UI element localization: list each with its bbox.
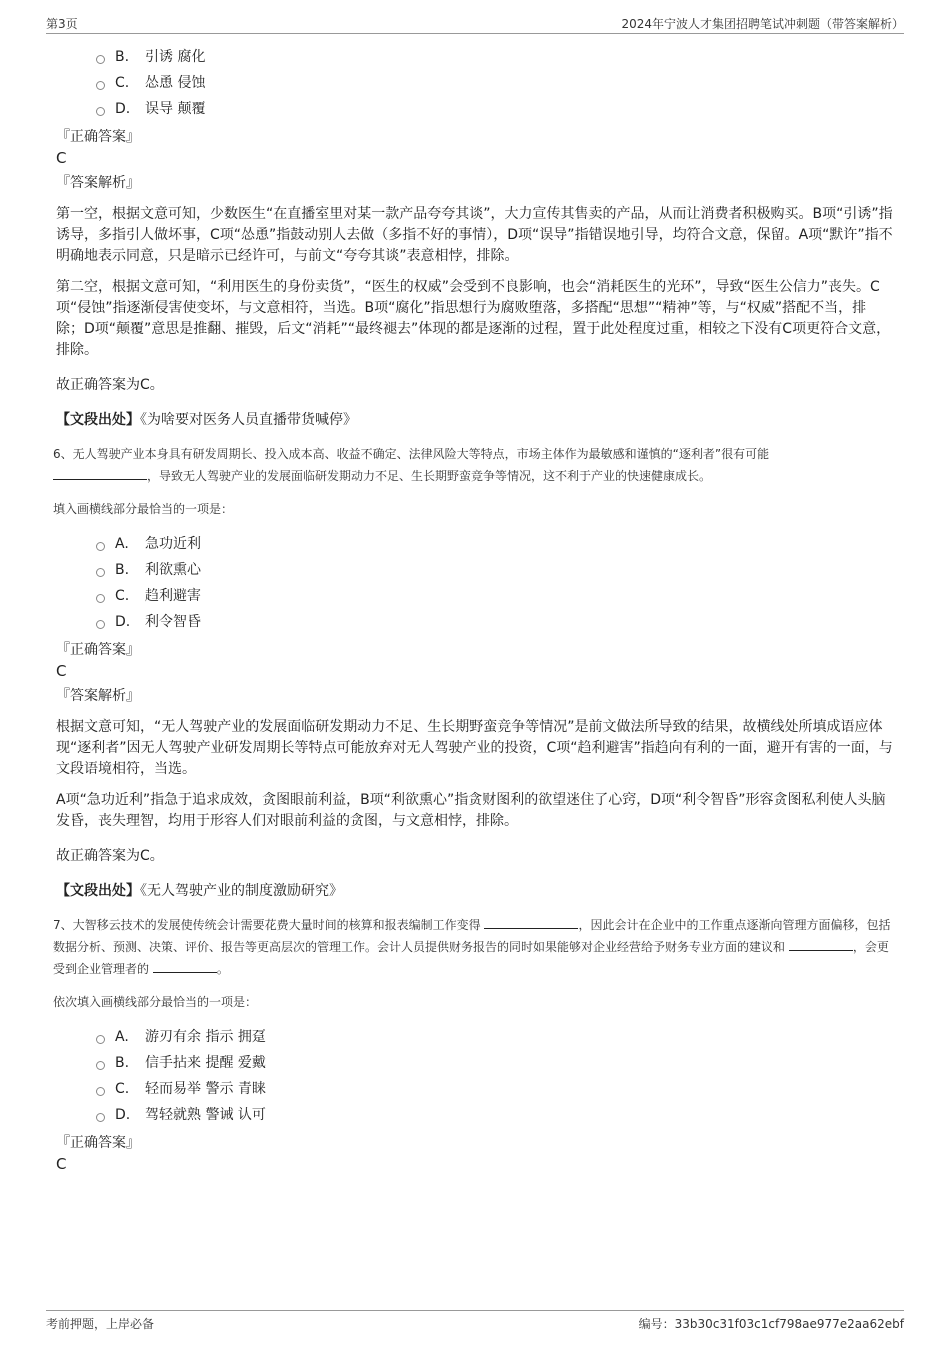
q6-answer-label: 『正确答案』 (56, 642, 140, 658)
q6-conclusion: 故正确答案为C。 (56, 848, 164, 864)
q7-blank-1 (484, 916, 578, 929)
q6-option-b[interactable]: B. 利欲熏心 (96, 557, 894, 583)
radio-icon[interactable] (96, 81, 105, 90)
q7-answer-label: 『正确答案』 (56, 1135, 140, 1151)
q6-source: 【文段出处】《无人驾驶产业的制度激励研究》 (56, 883, 343, 899)
q5-answer-label: 『正确答案』 (56, 129, 140, 145)
q5-option-c[interactable]: C. 怂恿 侵蚀 (96, 70, 894, 96)
q5-analysis-label: 『答案解析』 (56, 175, 140, 191)
q7-options (96, 1024, 894, 1128)
q6-analysis-p1: 根据文意可知，“无人驾驶产业的发展面临研发期动力不足、生长期野蛮竞争等情况”是前文做法所导致的结果，故横线处所填成语应体现“逐利者”因无人驾驶产业研发周期长等特点可能放弃对无人驾驶产业的投资，C项“趋利避害”指趋向有利的一面，避开有害的一面，与文段语境相符，当选。 (56, 719, 893, 777)
q6-stem: 6、无人驾驶产业本身具有研发周期长、投入成本高、收益不确定、法律风险大等特点，市场主体作为最敏感和谨慎的“逐利者”很有可能 ，导致无人驾驶产业的发展面临研发期动力不足、生长期野蛮竞争等情况，这不利于产业的快速健康成长。 (53, 447, 770, 483)
page-header (46, 13, 904, 34)
document-body (53, 44, 894, 1174)
q7-option-a[interactable]: A. 游刃有余 指示 拥趸 (96, 1024, 894, 1050)
q7-option-c[interactable]: C. 轻而易举 警示 青睐 (96, 1076, 894, 1102)
q7-answer: C (56, 1155, 67, 1173)
radio-icon[interactable] (96, 542, 105, 551)
q6-option-a[interactable]: A. 急功近利 (96, 531, 894, 557)
q5-conclusion: 故正确答案为C。 (56, 377, 164, 393)
radio-icon[interactable] (96, 1035, 105, 1044)
radio-icon[interactable] (96, 594, 105, 603)
q5-option-b[interactable]: B. 引诱 腐化 (96, 44, 894, 70)
q5-options (96, 44, 894, 122)
q6-options (96, 531, 894, 635)
footer-slogan: 考前押题，上岸必备 (46, 1317, 155, 1331)
q7-stem: 7、大智移云技术的发展使传统会计需要花费大量时间的核算和报表编制工作变得 ，因此会计在企业中的工作重点逐渐向管理方面偏移，包括数据分析、预测、决策、评价、报告等更高层次的管理工作。会计人员提供财务报告的同时如果能够对企业经营给予财务专业方面的建议和 ，会更受到企业管理者的 。 (53, 918, 891, 976)
q5-source: 【文段出处】《为啥要对医务人员直播带货喊停》 (56, 412, 357, 428)
q7-option-d[interactable]: D. 驾轻就熟 警诫 认可 (96, 1102, 894, 1128)
q5-analysis-p1: 第一空，根据文意可知，少数医生“在直播室里对某一款产品夸夸其谈”，大力宣传其售卖的产品，从而让消费者积极购买。B项“引诱”指诱导，多指引人做坏事，C项“怂恿”指鼓动别人去做（多指不好的事情），D项“误导”指错误地引导，均符合文意，保留。A项“默许”指不明确地表示同意，只是暗示已经许可，与前文“夸夸其谈”表意相悖，排除。 (56, 206, 893, 264)
document-title: 2024年宁波人才集团招聘笔试冲刺题（带答案解析） (621, 17, 904, 31)
q5-option-d[interactable]: D. 误导 颠覆 (96, 96, 894, 122)
radio-icon[interactable] (96, 1113, 105, 1122)
q6-analysis-p2: A项“急功近利”指急于追求成效，贪图眼前利益，B项“利欲熏心”指贪财图利的欲望迷住了心窍，D项“利令智昏”形容贪图私利使人头脑发昏，丧失理智，均用于形容人们对眼前利益的贪图，与文意相悖，排除。 (56, 792, 886, 829)
radio-icon[interactable] (96, 620, 105, 629)
q6-blank (53, 467, 147, 480)
q7-blank-3 (153, 960, 217, 973)
q6-option-c[interactable]: C. 趋利避害 (96, 583, 894, 609)
radio-icon[interactable] (96, 1087, 105, 1096)
q7-prompt: 依次填入画横线部分最恰当的一项是： (53, 995, 258, 1009)
radio-icon[interactable] (96, 107, 105, 116)
q5-analysis-p2: 第二空，根据文意可知，“利用医生的身份卖货”，“医生的权威”会受到不良影响，也会“消耗医生的光环”，导致“医生公信力”丧失。C项“侵蚀”指逐渐侵害使变坏，与文意相符，当选。B项“腐化”指思想行为腐败堕落，多搭配“思想”“精神”等，与“权威”搭配不当，排除；D项“颠覆”意思是推翻、摧毁，后文“消耗”“最终褪去”体现的都是逐渐的过程，置于此处程度过重，相较之下没有C项更符合文意，排除。 (56, 279, 891, 358)
q7-option-b[interactable]: B. 信手拈来 提醒 爱戴 (96, 1050, 894, 1076)
q6-answer: C (56, 662, 67, 680)
page-footer (46, 1310, 904, 1335)
document-id: 编号：33b30c31f03c1cf798ae977e2aa62ebf (638, 1317, 904, 1331)
radio-icon[interactable] (96, 568, 105, 577)
q6-option-d[interactable]: D. 利令智昏 (96, 609, 894, 635)
page-number: 第3页 (46, 17, 78, 31)
q5-answer: C (56, 149, 67, 167)
radio-icon[interactable] (96, 1061, 105, 1070)
q7-blank-2 (789, 938, 853, 951)
q6-analysis-label: 『答案解析』 (56, 688, 140, 704)
radio-icon[interactable] (96, 55, 105, 64)
q6-prompt: 填入画横线部分最恰当的一项是： (53, 502, 234, 516)
